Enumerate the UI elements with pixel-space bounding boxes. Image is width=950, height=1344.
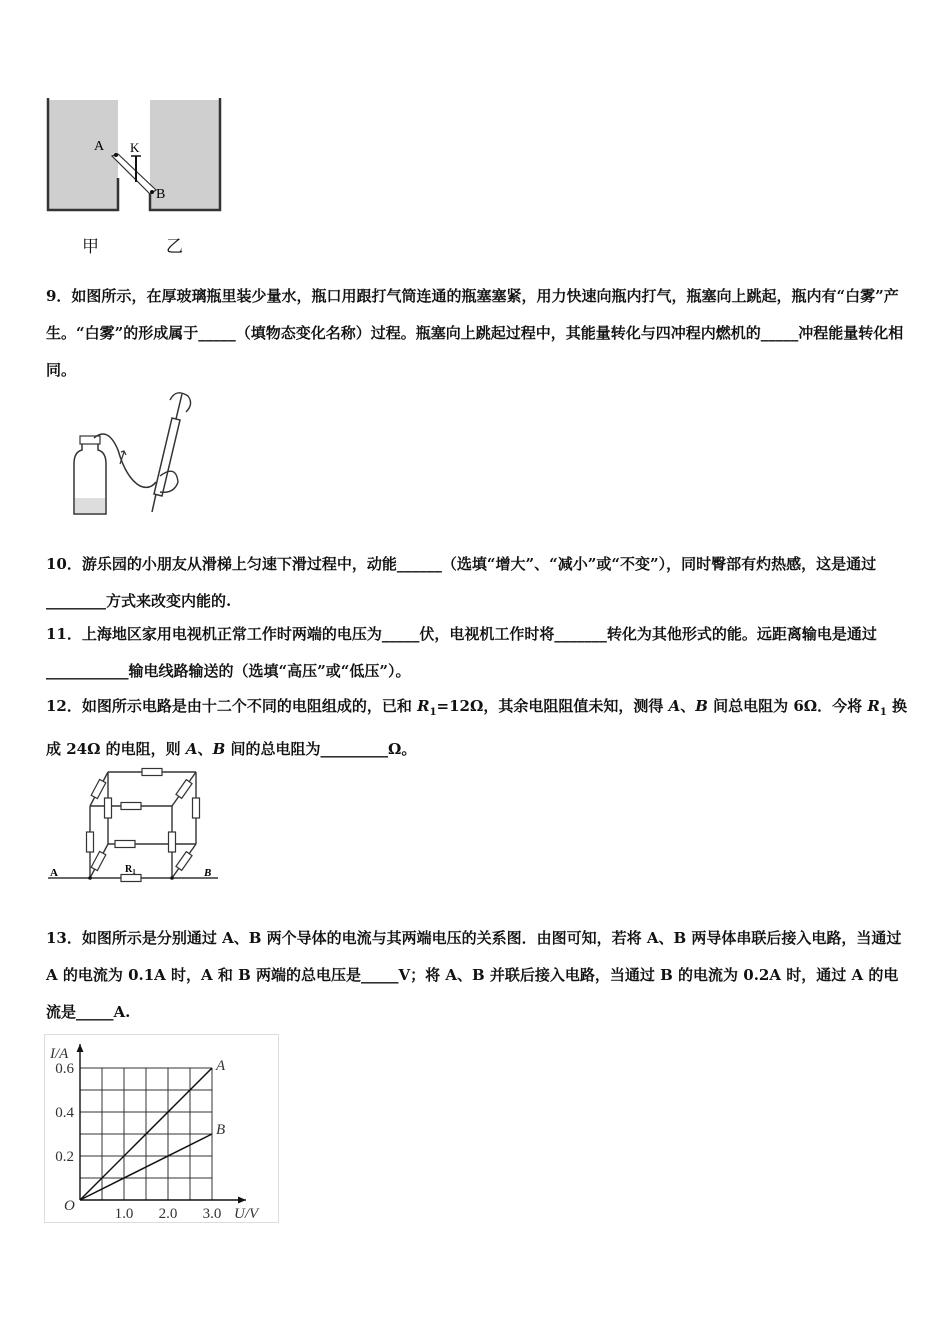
resistor-bottom-back [115, 841, 135, 848]
label-a: A [94, 139, 105, 154]
q12-r-var-2: R [867, 697, 880, 715]
q11-blank-2[interactable]: _______ [554, 625, 607, 643]
resistor-back-right [193, 798, 200, 818]
q12-r-sub-2: 1 [879, 707, 887, 718]
label-b: B [156, 187, 166, 202]
q10-text-2: （选填“增大”、“减小”或“不变”），同时臀部有灼热感，这是通过 [441, 555, 877, 573]
point-a [114, 153, 118, 157]
q11-text-4: 输电线路输送的（选填“高压”或“低压”）。 [128, 662, 411, 680]
x-axis-arrow [238, 1197, 246, 1204]
caption-jia: 甲 [82, 237, 99, 257]
resistor-top-front [121, 803, 141, 810]
q11-text-1: 11．上海地区家用电视机正常工作时两端的电压为 [46, 625, 382, 643]
resistor-r1 [121, 875, 141, 882]
q12-sep-1: 、 [680, 697, 696, 715]
q12-text-1: 12．如图所示电路是由十二个不同的电阻组成的，已和 [46, 697, 418, 715]
label-k: K [130, 140, 140, 155]
x-tick-label: 3.0 [202, 1206, 222, 1222]
resistor-top-back [142, 769, 162, 776]
q12-blank-1[interactable]: _________ [320, 740, 388, 758]
q11-text-3: 转化为其他形式的能。远距离输电是通过 [606, 625, 877, 643]
resistor-front-right [169, 832, 176, 852]
series-label-a: A [216, 1058, 226, 1074]
caption-yi: 乙 [166, 237, 183, 257]
question-13 [46, 920, 908, 1031]
x-axis-label: U/V [234, 1206, 259, 1222]
question-11 [46, 616, 908, 690]
q12-text-5: 间的总电阻为 [225, 740, 321, 758]
q12-a-var-2: A [185, 740, 198, 758]
q12-b-var-2: B [212, 740, 226, 758]
q9-text-2: （填物态变化名称）过程。瓶塞向上跳起过程中，其能量转化与四冲程内燃机的 [235, 324, 761, 342]
question-12 [46, 688, 908, 768]
q12-sep-2: 、 [197, 740, 213, 758]
q13-text-1: 13．如图所示是分别通过 A、B 两个导体的电流与其两端电压的关系图．由图可知，若将 A、B 两导体串联后接入电路，当通过 A 的电流为 0.1A 时，A 和 B 两端的总电压是 [46, 929, 902, 984]
resistor-bottom-left [91, 851, 106, 870]
y-tick-label: 0.4 [55, 1105, 74, 1121]
resistor-bottom-right [176, 852, 192, 871]
resistor-front-left [87, 832, 94, 852]
bottle-stopper [80, 436, 100, 444]
label-b: B [204, 867, 212, 879]
q10-blank-2[interactable]: ________ [46, 592, 106, 610]
q13-text-3: A. [113, 1003, 131, 1021]
q12-text-4: 换成 24Ω 的电阻，则 [46, 697, 908, 758]
q12-text-2: =12Ω，其余电阻阻值未知，测得 [436, 697, 669, 715]
q13-text-2: V；将 A、B 并联后接入电路，当通过 B 的电流为 0.2A 时，通过 A 的电流是 [46, 966, 899, 1021]
q12-text-6: Ω。 [387, 740, 417, 758]
y-axis-arrow [77, 1044, 84, 1052]
current-voltage-chart [44, 1034, 280, 1224]
pump-barrel [154, 418, 180, 496]
x-tick-label: 2.0 [158, 1206, 178, 1222]
q13-blank-2[interactable]: _____ [76, 1003, 114, 1021]
bottle-water [75, 498, 105, 513]
resistor-top-right [176, 780, 192, 799]
label-a: A [50, 867, 58, 879]
q11-blank-1[interactable]: _____ [381, 625, 420, 643]
q12-b-var: B [695, 697, 708, 715]
connected-vessels-figure [44, 98, 224, 216]
resistor-top-left [91, 779, 106, 798]
question-9 [46, 278, 908, 389]
q11-blank-3[interactable]: ___________ [46, 662, 129, 680]
junction-left [88, 876, 92, 880]
series-label-b: B [216, 1122, 226, 1138]
y-tick-label: 0.2 [55, 1149, 74, 1165]
resistor-back-left [105, 798, 112, 818]
bottle-pump-figure [64, 390, 200, 522]
origin-label: O [64, 1198, 75, 1214]
left-vessel-water [48, 100, 118, 210]
q9-blank-1[interactable]: _____ [198, 324, 236, 342]
q12-text-3: 间总电阻为 6Ω．今将 [707, 697, 868, 715]
point-b [150, 190, 154, 194]
q12-r-sub: 1 [429, 707, 437, 718]
q10-blank-1[interactable]: ______ [396, 555, 442, 573]
x-tick-label: 1.0 [114, 1206, 134, 1222]
q9-blank-2[interactable]: _____ [760, 324, 799, 342]
q12-a-var: A [668, 697, 681, 715]
question-10 [46, 546, 908, 620]
q11-text-2: 伏，电视机工作时将 [419, 625, 555, 643]
q9-text-3: 冲程能量转化相同。 [46, 324, 904, 379]
label-r1: $R_1$ [125, 864, 136, 876]
q9-text-1: 9．如图所示，在厚玻璃瓶里装少量水，瓶口用跟打气筒连通的瓶塞塞紧，用力快速向瓶内打气，瓶塞向上跳起，瓶内有“白雾”产生。“白雾”的形成属于 [46, 287, 899, 342]
q13-blank-1[interactable]: _____ [361, 966, 399, 984]
pump-base [152, 494, 156, 512]
q10-text-1: 10．游乐园的小朋友从滑梯上匀速下滑过程中，动能 [46, 555, 397, 573]
junction-right [170, 876, 174, 880]
y-axis-label: I/A [50, 1046, 69, 1062]
resistor-cube-figure [46, 766, 222, 892]
pump-rod [176, 394, 182, 419]
q10-text-3: 方式来改变内能的. [106, 592, 232, 610]
y-tick-label: 0.6 [55, 1061, 74, 1077]
q12-r-var: R [417, 697, 430, 715]
air-hose [94, 434, 156, 487]
